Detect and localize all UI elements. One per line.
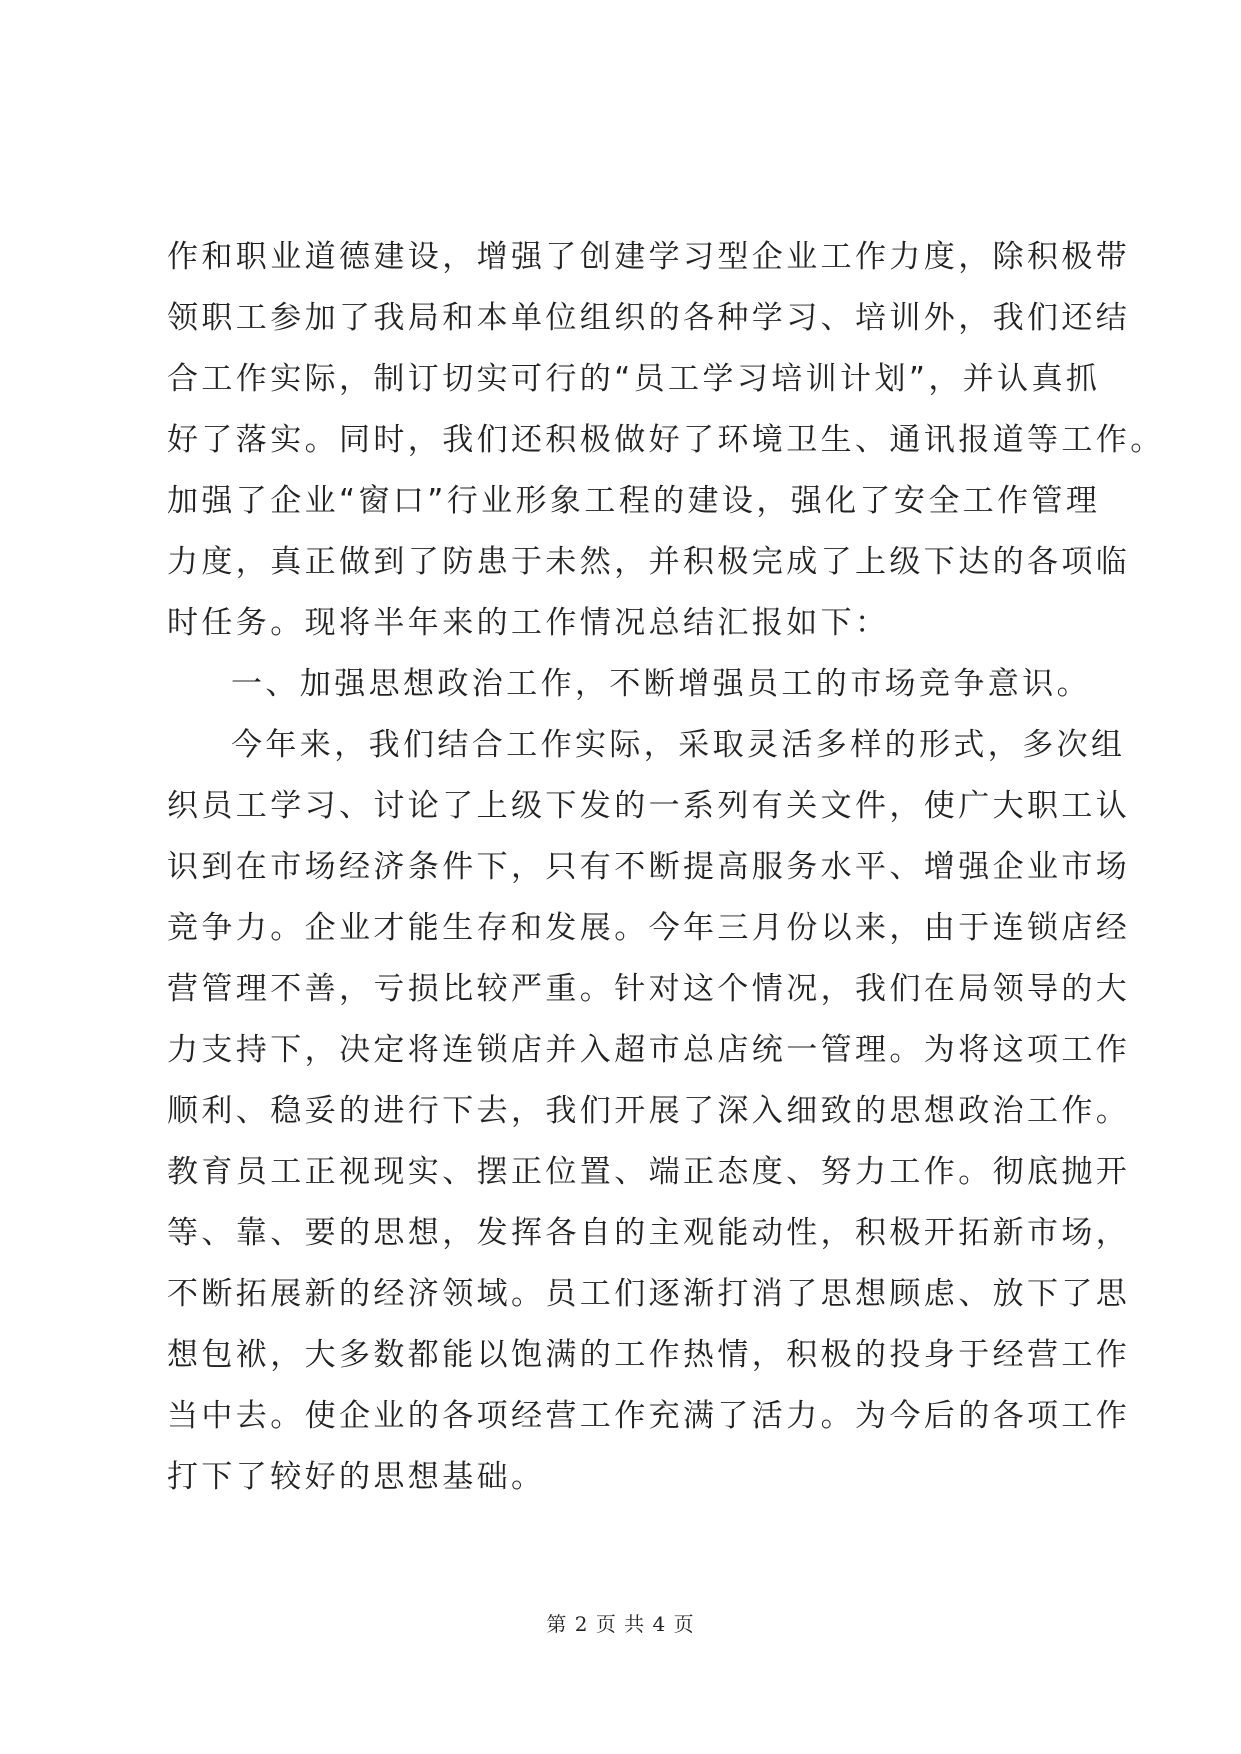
text-line: 识到在市场经济条件下，只有不断提高服务水平、增强企业市场: [167, 849, 1131, 885]
text-line: 好了落实。同时，我们还积极做好了环境卫生、通讯报道等工作。: [167, 422, 1165, 458]
page-footer: 第 2 页 共 4 页: [546, 1612, 695, 1636]
text-line: 打下了较好的思想基础。: [167, 1459, 546, 1495]
document-body: [167, 227, 1165, 1508]
text-line: 作和职业道德建设，增强了创建学习型企业工作力度，除积极带: [167, 239, 1131, 275]
text-line: 力支持下，决定将连锁店并入超市总店统一管理。为将这项工作: [167, 1032, 1131, 1068]
text-line: 加强了企业“窗口”行业形象工程的建设，强化了安全工作管理: [167, 483, 1101, 519]
text-line: 教育员工正视现实、摆正位置、端正态度、努力工作。彻底抛开: [167, 1154, 1131, 1190]
text-line: 想包袱，大多数都能以饱满的工作热情，积极的投身于经营工作: [167, 1337, 1131, 1373]
section-heading: 一、加强思想政治工作，不断增强员工的市场竞争意识。: [231, 666, 1091, 702]
text-line: 当中去。使企业的各项经营工作充满了活力。为今后的各项工作: [167, 1398, 1131, 1434]
text-line: 营管理不善，亏损比较严重。针对这个情况，我们在局领导的大: [167, 971, 1131, 1007]
text-line: 织员工学习、讨论了上级下发的一系列有关文件，使广大职工认: [167, 788, 1131, 824]
text-line: 顺利、稳妥的进行下去，我们开展了深入细致的思想政治工作。: [167, 1093, 1131, 1129]
text-line: 时任务。现将半年来的工作情况总结汇报如下：: [167, 605, 890, 641]
text-line: 竞争力。企业才能生存和发展。今年三月份以来，由于连锁店经: [167, 910, 1131, 946]
text-line: 合工作实际，制订切实可行的“员工学习培训计划”，并认真抓: [167, 361, 1101, 397]
text-line: 不断拓展新的经济领域。员工们逐渐打消了思想顾虑、放下了思: [167, 1276, 1131, 1312]
text-line: 等、靠、要的思想，发挥各自的主观能动性，积极开拓新市场，: [167, 1215, 1131, 1251]
text-line: 力度，真正做到了防患于未然，并积极完成了上级下达的各项临: [167, 544, 1131, 580]
text-line: 今年来，我们结合工作实际，采取灵活多样的形式，多次组: [231, 727, 1126, 763]
text-line: 领职工参加了我局和本单位组织的各种学习、培训外，我们还结: [167, 300, 1131, 336]
